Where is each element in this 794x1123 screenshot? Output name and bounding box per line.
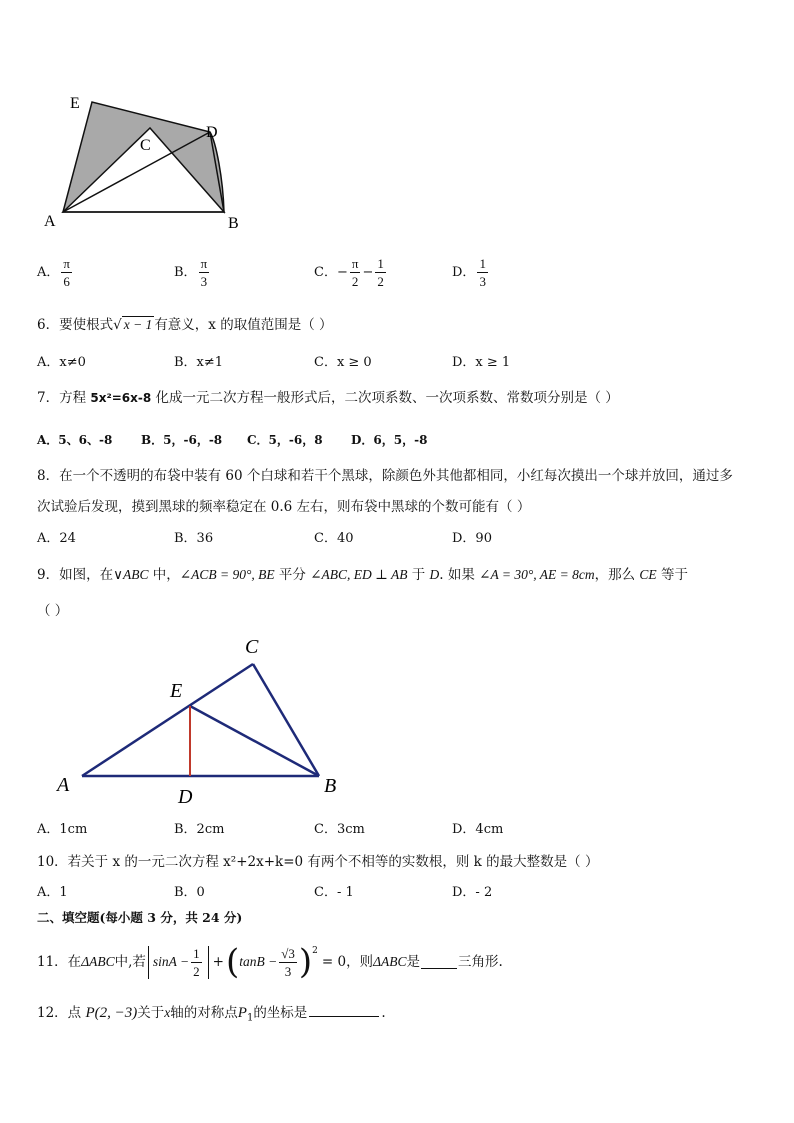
q6-option-b: B．x≠1 [174,355,224,370]
q10-option-b: B．0 [174,885,205,900]
q9-segment-ac [82,664,253,776]
q9-label-c: C [245,636,259,658]
q6-option-c: C．x ≥ 0 [314,355,372,370]
q11-answer-blank[interactable] [421,956,457,969]
q12-answer-blank[interactable] [309,1004,379,1017]
q6-option-a: A．x≠0 [37,355,86,370]
q8-stem-line1: 8．在一个不透明的布袋中装有 60 个白球和若干个黑球，除颜色外其他都相同，小红每次摸出一个球并放回，通过多 [37,468,733,484]
q8-option-d: D．90 [452,531,492,546]
q8-option-b: B．36 [174,531,214,546]
q7-option-b: B．5，-6，-8 [141,433,223,447]
q9-option-c: C．3cm [314,822,365,837]
q10-option-c: C．- 1 [314,885,354,900]
q6-option-d: D．x ≥ 1 [452,355,511,370]
q7-option-a: A．5、6、-8 [37,433,113,447]
q9-figure [50,630,360,810]
q5-label-a: A [44,213,56,230]
q9-label-b: B [324,775,337,797]
q9-stem-line2: （ ） [37,603,69,619]
q5-option-b: B． $\frac{\pi}{3}$ [174,256,208,289]
q6-radicand: x − 1 [123,317,153,332]
q9-label-a: A [57,774,70,796]
q11-paren-right: ) [298,942,313,982]
q5-option-c: C．− $\frac{\pi}{2}$ − $\frac{1}{2}$ [314,256,384,289]
q5-label-c: C [140,137,151,154]
q9-label-d: D [178,786,193,808]
q9-stem-line1: 9．如图，在∨ABC 中，∠ACB = 90°, BE 平分 ∠ABC, ED ⊥ AB 于 D. 如果 ∠A = 30°, AE = 8cm，那么 CE 等于 [37,567,688,583]
q9-option-b: B．2cm [174,822,225,837]
q8-option-a: A．24 [37,531,76,546]
q10-option-a: A．1 [37,885,68,900]
q12-stem: 12．点 P(2, −3)关于x轴的对称点$P_1$的坐标是 . [37,1005,386,1024]
section-title-fill-in: 二、填空题(每小题 3 分，共 24 分) [37,910,243,925]
q9-option-d: D．4cm [452,822,504,837]
q6-stem: 6．要使根式√ x − 1 有意义，x 的取值范围是（ ） [37,317,333,333]
q5-label-e: E [70,95,80,112]
q5-label-b: B [228,215,239,232]
q11-paren-left: ( [225,942,240,982]
q11-abs-expression: sinA − $\frac{1}{2}$ [148,946,209,979]
q11-stem: 11．在 ΔABC 中,若 sinA − $\frac{1}{2}$ + ( tanB − $\frac{√3}{3}$ ) 2 = 0 ，则 ΔABC 是 三角形. [37,942,503,982]
q9-label-e: E [170,680,183,702]
q10-option-d: D．- 2 [452,885,493,900]
q5-label-d: D [206,124,218,141]
q9-option-a: A．1cm [37,822,88,837]
q5-figure [40,88,260,238]
q8-stem-line2: 次试验后发现，摸到黑球的频率稳定在 0.6 左右，则布袋中黑球的个数可能有（ ） [37,499,531,515]
q8-option-c: C．40 [314,531,354,546]
q7-stem: 7．方程 5x²=6x-8 化成一元二次方程一般形式后，二次项系数、一次项系数、常数项分别是（ ） [37,390,619,406]
q5-option-a: A． $\frac{\pi}{6}$ [37,256,70,289]
sqrt-sign: √ [113,317,122,333]
q7-option-d: D．6，5，-8 [351,433,428,447]
q7-option-c: C．5，-6，8 [247,433,323,447]
q10-stem: 10．若关于 x 的一元二次方程 x²+2x+k=0 有两个不相等的实数根，则 k 的最大整数是（ ） [37,854,599,870]
q5-option-d: D． $\frac{1}{3}$ [452,256,486,289]
